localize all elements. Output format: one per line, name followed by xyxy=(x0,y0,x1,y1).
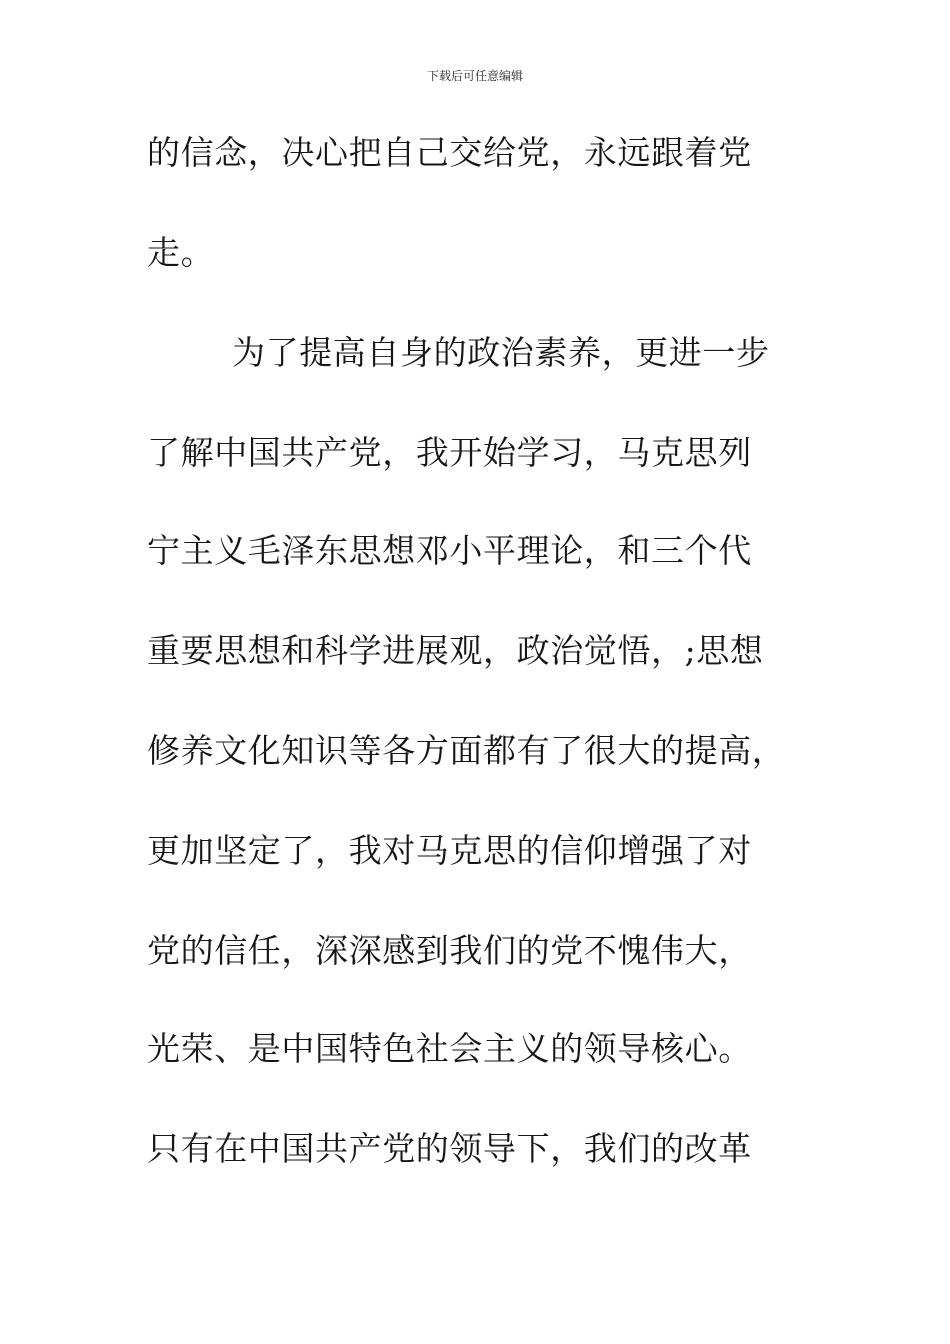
text-line-5: 宁主义毛泽东思想邓小平理论，和三个代 xyxy=(147,531,752,570)
text-line-3: 为了提高自身的政治素养，更进一步 xyxy=(232,333,770,372)
text-line-7: 修养文化知识等各方面都有了很大的提高， xyxy=(147,731,786,770)
text-line-11: 只有在中国共产党的领导下，我们的改革 xyxy=(147,1129,752,1168)
text-line-6: 重要思想和科学进展观，政治觉悟，;思想 xyxy=(147,631,764,670)
text-line-8: 更加坚定了，我对马克思的信仰增强了对 xyxy=(147,831,752,870)
text-line-1: 的信念，决心把自己交给党，永远跟着党 xyxy=(147,133,752,172)
download-note: 下载后可任意编辑 xyxy=(426,69,523,83)
text-line-2: 走。 xyxy=(147,233,215,272)
text-line-4: 了解中国共产党，我开始学习，马克思列 xyxy=(147,433,752,472)
text-line-9: 党的信任，深深感到我们的党不愧伟大， xyxy=(147,931,752,970)
text-line-10: 光荣、是中国特色社会主义的领导核心。 xyxy=(147,1029,752,1068)
